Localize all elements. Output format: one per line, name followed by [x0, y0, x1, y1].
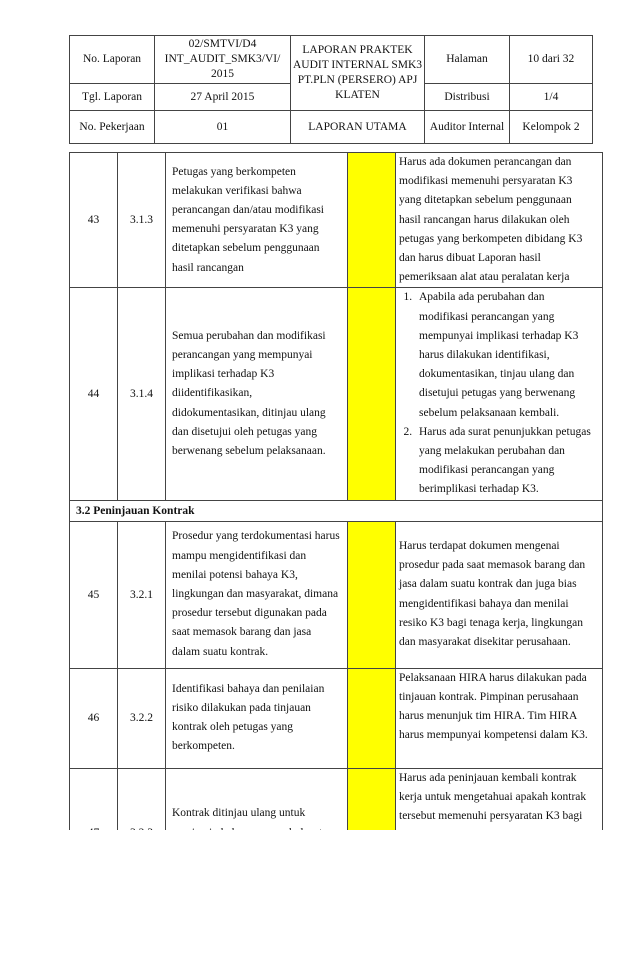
no-laporan-label: No. Laporan — [70, 36, 155, 84]
status-highlight-cell — [348, 521, 396, 668]
table-row — [70, 668, 603, 768]
page-bottom-margin — [0, 830, 638, 976]
section-heading: 3.2 Peninjauan Kontrak — [70, 500, 603, 521]
halaman-value: 10 dari 32 — [510, 36, 593, 84]
table-row — [70, 288, 603, 500]
criteria-text: Harus terdapat dokumen mengenai prosedur pada saat memasok barang dan jasa dalam suatu kontrak dan juga bias mengidentifikasi bahaya dan menilai resiko K3 bagi tenaga kerja, lingkungan dan masyarakat disekitar perusahaan. — [396, 521, 603, 668]
no-pekerjaan-label: No. Pekerjaan — [70, 111, 155, 144]
auditor-label: Auditor Internal — [425, 111, 510, 144]
criteria-text: Harus ada peninjauan kembali kontrak kerja untuk mengetahuai apakah kontrak tersebut memenuhi persyaratan K3 bagi — [396, 768, 603, 898]
halaman-label: Halaman — [425, 36, 510, 84]
requirement-text: Identifikasi bahaya dan penilaian risiko dilakukan pada tinjauan kontrak oleh petugas yang berkompeten. — [166, 668, 348, 768]
status-highlight-cell — [348, 288, 396, 500]
table-row — [70, 153, 603, 288]
table-row — [70, 521, 603, 668]
no-pekerjaan-value: 01 — [155, 111, 291, 144]
criteria-list — [399, 288, 596, 499]
criteria-item: 2. Harus ada surat penunjukkan petugas yang melakukan perubahan dan modifikasi perancangan yang berimplikasi terhadap K3. — [415, 423, 596, 500]
criteria-list-cell — [396, 288, 603, 500]
criteria-text: Pelaksanaan HIRA harus dilakukan pada tinjauan kontrak. Pimpinan perusahaan harus menunjuk tim HIRA. Tim HIRA harus mempunyai kompetensi dalam K3. — [396, 668, 603, 768]
criteria-item: 1. Apabila ada perubahan dan modifikasi perancangan yang mempunyai implikasi terhadap K3 harus dilakukan identifikasi, dokumentasikan, tinjau ulang dan disetujui petugas yang berwenang sebelum pelaksanaan kembali. — [415, 288, 596, 422]
report-title: LAPORAN PRAKTEK AUDIT INTERNAL SMK3 PT.PLN (PERSERO) APJ KLATEN — [291, 36, 425, 111]
report-type: LAPORAN UTAMA — [291, 111, 425, 144]
section-row — [70, 500, 603, 521]
clause-code: 3.2.2 — [118, 668, 166, 768]
status-highlight-cell — [348, 668, 396, 768]
row-number: 45 — [70, 521, 118, 668]
requirement-text: Semua perubahan dan modifikasi perancangan yang mempunyai implikasi terhadap K3 diidentifikasikan, didokumentasikan, ditinjau ulang dan disetujui oleh petugas yang berwenang sebelum pelaksanaan. — [166, 288, 348, 500]
tgl-laporan-label: Tgl. Laporan — [70, 84, 155, 111]
distribusi-label: Distribusi — [425, 84, 510, 111]
auditor-value: Kelompok 2 — [510, 111, 593, 144]
distribusi-value: 1/4 — [510, 84, 593, 111]
row-number: 46 — [70, 668, 118, 768]
no-laporan-value: 02/SMTVI/D4 INT_AUDIT_SMK3/VI/ 2015 — [155, 36, 291, 84]
criteria-text: Harus ada dokumen perancangan dan modifikasi memenuhi persyaratan K3 yang ditetapkan sebelum penggunaan hasil rancangan harus dilakukan oleh petugas yang berkompeten dibidang K3 dan harus dibuat Laporan hasil pemeriksaan alat atau peralatan kerja — [396, 153, 603, 288]
clause-code: 3.1.3 — [118, 153, 166, 288]
row-number: 43 — [70, 153, 118, 288]
requirement-text: Kontrak ditinjau ulang untuk — [166, 768, 348, 898]
report-header-table — [69, 35, 593, 144]
status-highlight-cell — [348, 153, 396, 288]
requirement-text: Prosedur yang terdokumentasi harus mampu mengidentifikasi dan menilai potensi bahaya K3, lingkungan dan masyarakat, dimana prosedur tersebut digunakan pada saat memasok barang dan jasa dalam suatu kontrak. — [166, 521, 348, 668]
row-number: 44 — [70, 288, 118, 500]
audit-criteria-table — [69, 152, 603, 899]
requirement-text: Petugas yang berkompeten melakukan verifikasi bahwa perancangan dan/atau modifikasi memenuhi persyaratan K3 yang ditetapkan sebelum penggunaan hasil rancangan — [166, 153, 348, 288]
tgl-laporan-value: 27 April 2015 — [155, 84, 291, 111]
clause-code: 3.2.1 — [118, 521, 166, 668]
clause-code: 3.1.4 — [118, 288, 166, 500]
